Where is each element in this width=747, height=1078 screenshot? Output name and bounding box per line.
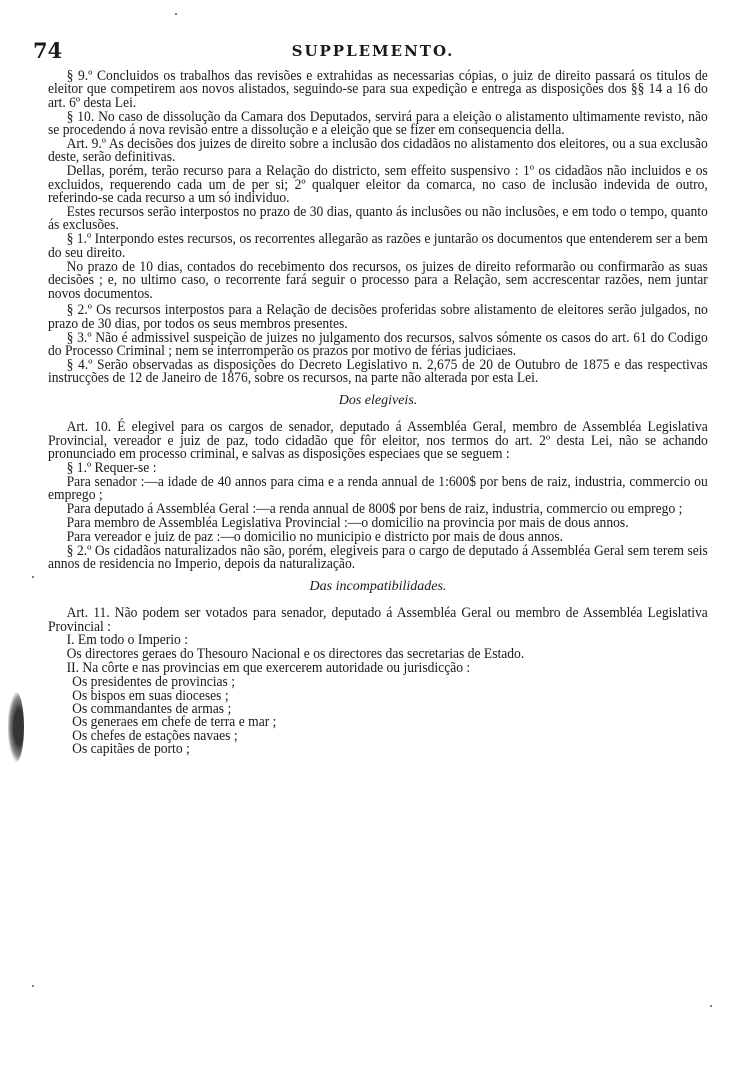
paragraph-art10-s2: § 2.º Os cidadãos naturalizados não são, porém, elegiveis para o cargo de deputado á Assembléa Geral sem terem seis annos de residencia no Imperio, depois da naturalização. — [48, 542, 708, 573]
paragraph-art9-s3: § 3.º Não é admissivel suspeição de juizes no julgamento dos recursos, salvos sómente os casos do art. 61 do Codigo do Processo Criminal ; nem se interromperão os prazos por motivo de férias judiciaes. — [48, 329, 708, 360]
scan-speck — [710, 1005, 712, 1007]
paragraph-membro: Para membro de Assembléa Legislativa Provincial :—o domicilio na provincia por mais de dous annos. — [66, 515, 629, 532]
paragraph-art11: Art. 11. Não podem ser votados para senador, deputado á Assembléa Geral ou membro de Assembléa Legislativa Provincial : — [48, 605, 708, 635]
paragraph-art9-s4: § 4.º Serão observadas as disposições do Decreto Legislativo n. 2,675 de 20 de Outubro de 1875 e das respectivas instrucções de 12 de Janeiro de 1876, sobre os recursos, na parte não alterada por esta Lei. — [48, 357, 708, 387]
page-body — [48, 70, 708, 757]
paragraph-s10: § 10. No caso de dissolução da Camara dos Deputados, servirá para a eleição o alistamento ultimamente revisto, não se procedendo á nova revisão entre a dissolução e a eleição que se fizer em consequencia della. — [48, 108, 708, 139]
paragraph-em-todo-imperio: I. Em todo o Imperio : — [66, 632, 188, 649]
paragraph-no-prazo: No prazo de 10 dias, contados do recebimento dos recursos, os juizes de direito reformarão ou confirmarão as suas decisões ; e, no ultimo caso, o recorrente fará seguir o processo para a Relação, sem accrescentar razões, nem juntar novos documentos. — [48, 258, 708, 302]
paragraph-na-corte: II. Na côrte e nas provincias em que exercerem autoridade ou jurisdicção : — [66, 660, 471, 677]
paragraph-estes-recursos: Estes recursos serão interpostos no prazo de 30 dias, quanto ás inclusões ou não inclusões, e em todo o tempo, quanto ás exclusões. — [48, 204, 708, 234]
binding-shadow-mark — [8, 692, 24, 762]
list-item: Os capitães de porto ; — [72, 741, 190, 758]
scan-speck — [32, 576, 34, 578]
paragraph-art9-s1: § 1.º Interpondo estes recursos, os recorrentes allegarão as razões e juntarão os documentos que entenderem ser a bem do seu direito. — [48, 231, 708, 261]
paragraph-art9: Art. 9.º As decisões dos juizes de direito sobre a inclusão dos cidadãos no alistamento dos eleitores, ou a sua exclusão deste, serão definitivas. — [48, 136, 708, 166]
page-number: 74 — [33, 38, 63, 63]
paragraph-art9-s2: § 2.º Os recursos interpostos para a Relação de decisões proferidas sobre alistamento de eleitores serão julgados, no prazo de 30 dias, por todos os seus membros presentes. — [48, 302, 708, 332]
paragraph-vereador: Para vereador e juiz de paz :—o domicilio no municipio e districto por mais de dous annos. — [66, 529, 564, 545]
paragraph-s9: § 9.º Concluidos os trabalhos das revisões e extrahidas as necessarias cópias, o juiz de direito passará os titulos de eleitor que competirem aos novos alistados, seguindo-se para sua expedição e entrega as disposições dos §§ 14 a 16 do art. 6º desta Lei. — [48, 68, 708, 111]
scan-speck — [32, 985, 34, 987]
section-heading-elegiveis: Dos elegiveis. — [338, 392, 418, 408]
paragraph-art10: Art. 10. É elegivel para os cargos de senador, deputado á Assembléa Geral, membro de Assembléa Legislativa Provincial, vereador e juiz de paz, todo cidadão que fôr eleitor, nos termos do art. 2º desta Lei, não se achando pronunciado em processo criminal, e salvas as disposições especiaes que se seguem : — [48, 419, 708, 463]
paragraph-art10-s1: § 1.º Requer-se : — [66, 459, 157, 476]
list-item: Os chefes de estações navaes ; — [72, 727, 238, 744]
list-item: Os bispos em suas dioceses ; — [72, 687, 229, 704]
list-item: Os commandantes de armas ; — [72, 700, 232, 717]
section-heading-incompatibilidades: Das incompatibilidades. — [309, 578, 447, 594]
paragraph-senador: Para senador :—a idade de 40 annos para cima e a renda annual de 1:600$ por bens de raiz, industria, commercio ou emprego ; — [48, 473, 708, 504]
paragraph-directores: Os directores geraes do Thesouro Nacional e os directores das secretarias de Estado. — [66, 646, 525, 663]
running-head: SUPPLEMENTO. — [291, 42, 455, 60]
incompatibility-list — [48, 676, 662, 756]
scan-speck — [175, 13, 177, 15]
page-header — [33, 38, 713, 64]
paragraph-dellas: Dellas, porém, terão recurso para a Relação do districto, sem effeito suspensivo : 1º os cidadãos não incluidos e os excluidos, requerendo cada um de per si; 2º qualquer eleitor da comarca, no caso de inclusão indevida de outro, referindo-se cada recurso a um só individuo. — [48, 163, 708, 207]
paragraph-deputado: Para deputado á Assembléa Geral :—a renda annual de 800$ por bens de raiz, industria, commercio ou emprego ; — [66, 501, 683, 518]
list-item: Os presidentes de provincias ; — [72, 674, 236, 691]
list-item: Os generaes em chefe de terra e mar ; — [72, 714, 277, 731]
